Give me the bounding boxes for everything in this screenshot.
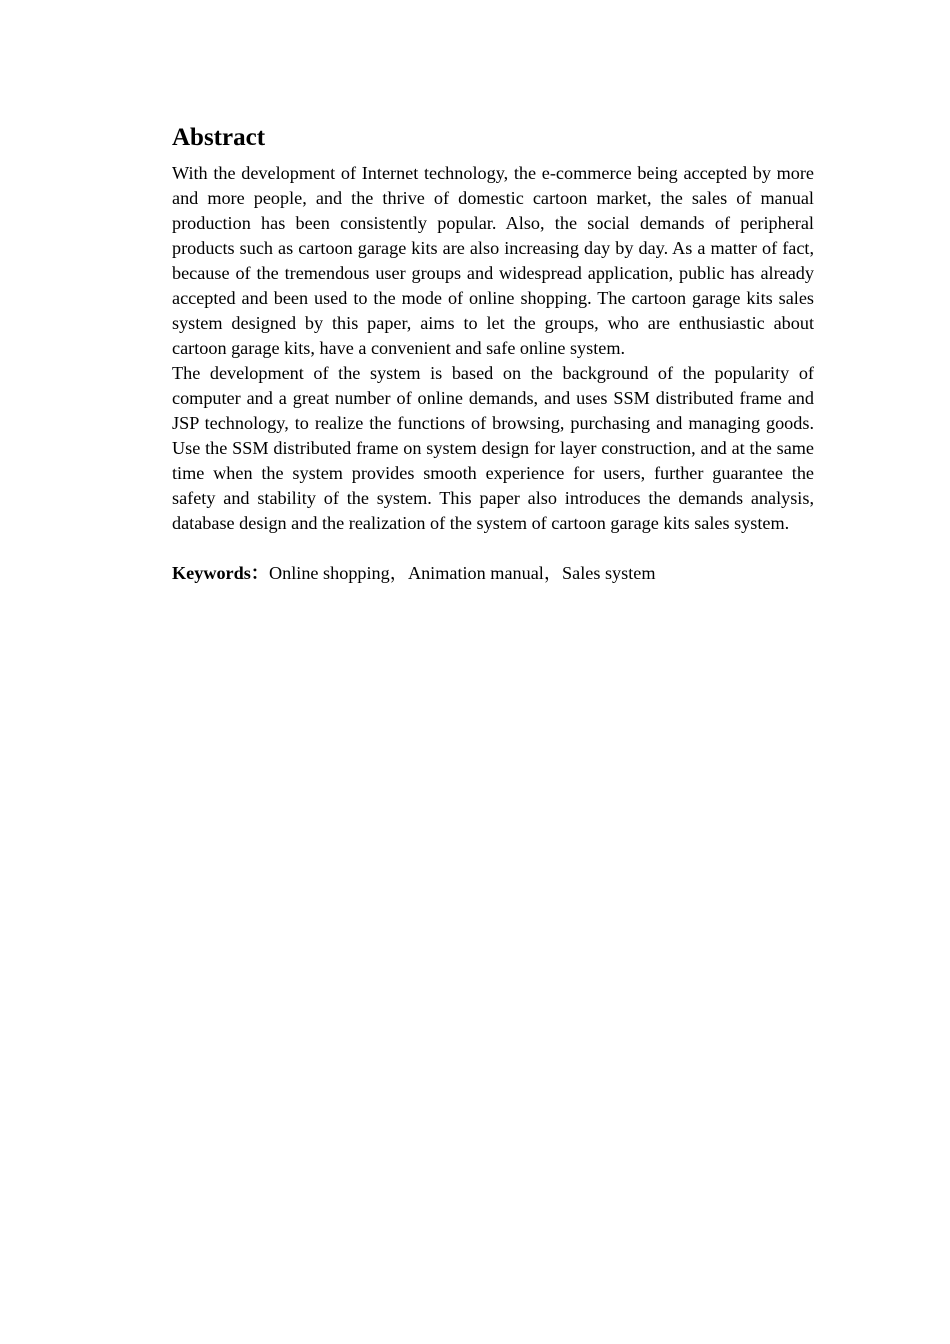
abstract-heading: Abstract [172,124,266,151]
keyword-item: Animation manual [407,563,544,583]
keyword-item: Online shopping [269,563,390,583]
keywords-line [172,561,814,586]
keywords-label: Keywords： [172,563,269,583]
keyword-separator: ， [543,563,563,583]
abstract-paragraph-2: The development of the system is based on the background of the popularity of computer and a great number of online demands, and uses SSM distributed frame and JSP technology, to realize the functions of browsing, purchasing and managing goods. Use the SSM distributed frame on system design for layer construction, and at the same time when the system provides smooth experience for users, further guarantee the safety and stability of the system. This paper also introduces the demands analysis, database design and the realization of the system of cartoon garage kits sales system. [172,363,814,533]
keyword-separator: ， [389,563,408,583]
abstract-section [172,121,814,586]
keyword-item: Sales system [562,563,656,583]
abstract-paragraph-1: With the development of Internet technology, the e-commerce being accepted by more and more people, and the thrive of domestic cartoon market, the sales of manual production has been consistently popular. Also, the social demands of peripheral products such as cartoon garage kits are also increasing day by day. As a matter of fact, because of the tremendous user groups and widespread application, public has already accepted and been used to the mode of online shopping. The cartoon garage kits sales system designed by this paper, aims to let the groups, who are enthusiastic about cartoon garage kits, have a convenient and safe online system. [172,163,814,358]
